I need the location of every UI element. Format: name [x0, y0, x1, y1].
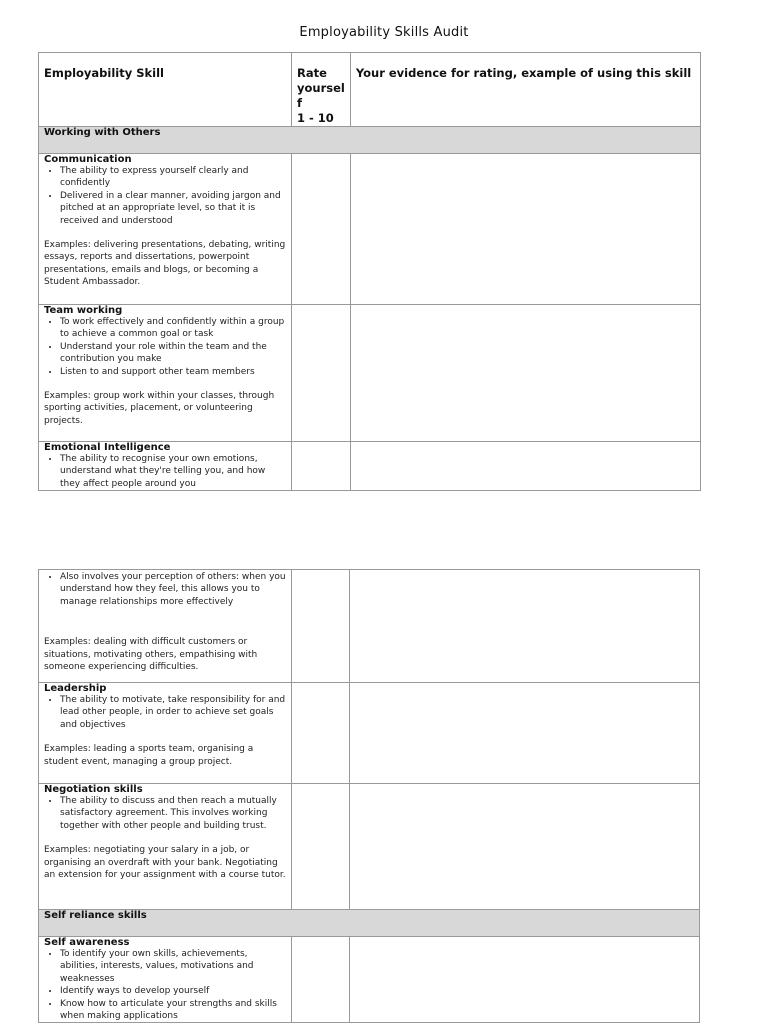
- page-title: Employability Skills Audit: [299, 25, 469, 40]
- skill-cell-self-awareness: [39, 937, 292, 1023]
- list-item: • The ability to discuss and then reach a mutually satisfactory agreement. This involves working together with other people and building trust.: [60, 795, 287, 832]
- section-self-reliance: Self reliance skills: [39, 910, 700, 937]
- skill-cell-emotional-intelligence: [39, 442, 292, 491]
- table-row: [39, 442, 701, 491]
- list-item: • Listen to and support other team members: [60, 366, 287, 378]
- skill-bullets: [44, 571, 287, 608]
- list-item: • Also involves your perception of others: when you understand how they feel, this allows you to manage relationships more effectively: [60, 571, 287, 608]
- evidence-cell[interactable]: [350, 154, 700, 305]
- skill-examples: Examples: delivering presentations, debating, writing essays, reports and dissertations, powerpoint presentations, emails and blogs, or becoming a Student Ambassador.: [44, 240, 286, 288]
- rating-cell[interactable]: [292, 683, 350, 784]
- list-item: • Understand your role within the team and the contribution you make: [60, 341, 287, 366]
- table-row: [39, 570, 700, 683]
- table-row: [39, 683, 700, 784]
- skill-name: Team working: [44, 305, 123, 316]
- skill-examples: Examples: dealing with difficult customers or situations, motivating others, empathising with someone experiencing difficulties.: [44, 637, 258, 673]
- skill-name: Negotiation skills: [44, 784, 143, 795]
- skill-bullets: [44, 165, 287, 227]
- skill-bullets: [44, 948, 287, 1022]
- skill-examples: Examples: negotiating your salary in a job, or organising an overdraft with your bank. Negotiating an extension for your assignment with a course tutor.: [44, 845, 286, 881]
- table-row: [39, 154, 701, 305]
- header-skill: Employability Skill: [39, 53, 292, 127]
- skill-cell-negotiation: [39, 784, 292, 910]
- header-evidence: Your evidence for rating, example of using this skill: [350, 53, 700, 127]
- skill-name: Emotional Intelligence: [44, 442, 171, 453]
- list-item: • Delivered in a clear manner, avoiding jargon and pitched at an appropriate level, so that it is received and understood: [60, 190, 287, 227]
- skill-bullets: [44, 795, 287, 832]
- skill-bullets: [44, 316, 287, 378]
- evidence-cell[interactable]: [350, 784, 700, 910]
- evidence-cell[interactable]: [350, 570, 700, 683]
- rating-cell[interactable]: [292, 784, 350, 910]
- skill-cell-communication: [39, 154, 292, 305]
- evidence-cell[interactable]: [350, 683, 700, 784]
- skill-examples: Examples: leading a sports team, organising a student event, managing a group project.: [44, 744, 254, 767]
- list-item: • To identify your own skills, achievements, abilities, interests, values, motivations and weaknesses: [60, 948, 287, 985]
- table-header-row: [39, 53, 701, 127]
- evidence-cell[interactable]: [350, 937, 700, 1023]
- rating-cell[interactable]: [292, 442, 351, 491]
- list-item: • To work effectively and confidently within a group to achieve a common goal or task: [60, 316, 287, 341]
- skill-bullets: [44, 453, 287, 490]
- table-row: [39, 784, 700, 910]
- skill-cell-team-working: [39, 305, 292, 442]
- rating-cell[interactable]: [292, 937, 350, 1023]
- rating-cell[interactable]: [292, 305, 351, 442]
- skill-cell-leadership: [39, 683, 292, 784]
- rating-cell[interactable]: [292, 154, 351, 305]
- list-item: • The ability to motivate, take responsibility for and lead other people, in order to achieve set goals and objectives: [60, 694, 287, 731]
- skill-name: Communication: [44, 154, 132, 165]
- header-rate: Rate yoursel f 1 - 10: [292, 53, 351, 127]
- list-item: • Identify ways to develop yourself: [60, 985, 287, 997]
- list-item: • The ability to recognise your own emotions, understand what they're telling you, and how they affect people around you: [60, 453, 287, 490]
- evidence-cell[interactable]: [350, 305, 700, 442]
- skills-audit-table: [38, 52, 701, 491]
- rating-cell[interactable]: [292, 570, 350, 683]
- skill-bullets: [44, 694, 287, 731]
- skill-name: Leadership: [44, 683, 107, 694]
- table-row: [39, 937, 700, 1023]
- section-row: [39, 127, 701, 154]
- skill-cell-emotional-intelligence-continued: [39, 570, 292, 683]
- section-row: [39, 910, 700, 937]
- skill-examples: Examples: group work within your classes, through sporting activities, placement, or volunteering projects.: [44, 391, 275, 426]
- list-item: • The ability to express yourself clearly and confidently: [60, 165, 287, 190]
- skills-audit-table-continued: [38, 569, 700, 1023]
- section-working-with-others: Working with Others: [39, 127, 701, 154]
- evidence-cell[interactable]: [350, 442, 700, 491]
- table-row: [39, 305, 701, 442]
- list-item: • Know how to articulate your strengths and skills when making applications: [60, 998, 287, 1023]
- skill-name: Self awareness: [44, 937, 130, 948]
